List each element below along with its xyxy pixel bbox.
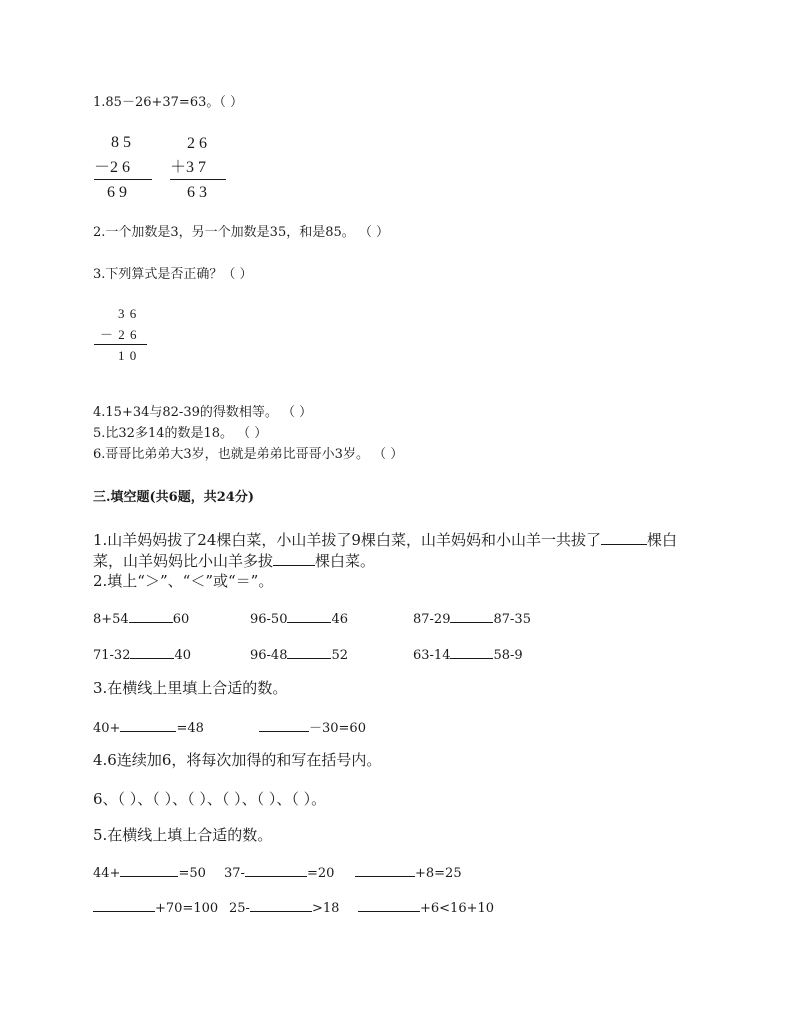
compare-left: 8+54 <box>93 612 129 627</box>
fill-q5-right: =50 <box>178 866 206 881</box>
compare-item <box>413 647 523 662</box>
fill-q3-a-right: =48 <box>176 721 204 736</box>
calc2-row3: 6 3 <box>187 184 207 201</box>
fill-q5-blank[interactable] <box>250 900 312 912</box>
calc2-row2: ＋3 7 <box>170 159 207 176</box>
fill-q1-blank2[interactable] <box>273 554 315 566</box>
fill-q5-blank[interactable] <box>245 865 307 877</box>
fill-q4: 4.6连续加6，将每次加得的和写在括号内。 <box>93 751 382 769</box>
compare-right: 58-9 <box>493 648 523 663</box>
calc1-row2: －2 6 <box>94 159 131 176</box>
calc1-line <box>94 179 152 180</box>
fill-q5-item <box>93 900 218 915</box>
judge-q4: 4.15+34与82-39的得数相等。 （ ） <box>93 405 313 420</box>
fill-q5-right: >18 <box>311 901 340 916</box>
compare-blank[interactable] <box>287 647 331 659</box>
compare-blank[interactable] <box>130 647 174 659</box>
compare-item <box>250 647 348 662</box>
calc3-row2: － 2 6 <box>100 327 138 342</box>
compare-left: 87-29 <box>413 612 451 627</box>
fill-q1-line1-text: 1.山羊妈妈拔了24棵白菜，小山羊拔了9棵白菜，山羊妈妈和小山羊一共拔了 <box>93 531 601 549</box>
compare-right: 40 <box>174 648 192 663</box>
fill-q5-item <box>224 865 334 880</box>
fill-q5-item <box>93 865 206 880</box>
calc2-line <box>170 179 226 180</box>
fill-q1-line1-tail: 棵白 <box>646 531 677 549</box>
compare-left: 63-14 <box>413 648 451 663</box>
fill-q5: 5.在横线上填上合适的数。 <box>93 826 273 844</box>
fill-q4-sequence: 6、（ ）、（ ）、（ ）、（ ）、（ ）、（ ）。 <box>93 790 327 808</box>
compare-left: 96-48 <box>250 648 288 663</box>
fill-q3-a <box>93 720 204 735</box>
compare-blank[interactable] <box>450 611 493 623</box>
fill-q3-a-blank[interactable] <box>120 720 176 732</box>
fill-q1-line2-tail: 棵白菜。 <box>315 552 376 570</box>
compare-left: 96-50 <box>250 612 288 627</box>
fill-q2: 2.填上“＞”、“＜”或“＝”。 <box>93 572 274 590</box>
fill-q3-b-right: －30=60 <box>309 721 366 736</box>
judge-q2: 2.一个加数是3，另一个加数是35，和是85。 （ ） <box>93 225 390 240</box>
fill-q5-right: +8=25 <box>415 866 462 881</box>
fill-q5-blank[interactable] <box>93 900 155 912</box>
fill-q3-b <box>259 720 366 735</box>
fill-q5-blank[interactable] <box>120 865 178 877</box>
compare-item <box>93 647 191 662</box>
fill-q5-right: =20 <box>306 866 335 881</box>
judge-q5: 5.比32多14的数是18。 （ ） <box>93 426 268 441</box>
fill-q5-item <box>355 865 462 880</box>
fill-q1-line2 <box>93 554 375 569</box>
section3-title: 三.填空题(共6题，共24分) <box>93 490 254 505</box>
fill-q5-right: +6<16+10 <box>420 901 495 916</box>
fill-q5-left: 44+ <box>93 866 121 881</box>
fill-q5-right: +70=100 <box>155 901 219 916</box>
compare-item <box>250 611 348 626</box>
fill-q5-item <box>229 900 339 915</box>
compare-item <box>93 611 189 626</box>
fill-q3-b-blank[interactable] <box>259 720 309 732</box>
calc1-row3: 6 9 <box>107 184 127 201</box>
judge-q6: 6.哥哥比弟弟大3岁，也就是弟弟比哥哥小3岁。 （ ） <box>93 447 404 462</box>
calc2-row1: 2 6 <box>187 135 207 152</box>
calc1-row1: 8 5 <box>111 134 131 151</box>
fill-q5-left: 25- <box>229 901 250 916</box>
compare-right: 87-35 <box>493 612 531 627</box>
compare-blank[interactable] <box>450 647 493 659</box>
fill-q1-line1 <box>93 533 677 548</box>
fill-q5-blank[interactable] <box>358 900 420 912</box>
fill-q3: 3.在横线上里填上合适的数。 <box>93 679 288 697</box>
compare-blank[interactable] <box>129 611 173 623</box>
calc3-row3: 1 0 <box>118 348 138 363</box>
compare-right: 46 <box>331 612 349 627</box>
fill-q5-left: 37- <box>224 866 245 881</box>
compare-left: 71-32 <box>93 648 131 663</box>
compare-blank[interactable] <box>287 611 331 623</box>
fill-q1-blank1[interactable] <box>601 533 647 545</box>
compare-item <box>413 611 531 626</box>
calc3-row1: 3 6 <box>118 306 138 321</box>
fill-q5-blank[interactable] <box>355 865 415 877</box>
calc3-line <box>94 344 147 345</box>
compare-right: 52 <box>331 648 349 663</box>
compare-right: 60 <box>172 612 190 627</box>
fill-q1-line2-text: 菜，山羊妈妈比小山羊多拔 <box>93 552 274 570</box>
judge-q1: 1.85－26+37=63。（ ） <box>93 95 243 110</box>
fill-q3-a-left: 40+ <box>93 721 121 736</box>
fill-q5-item <box>358 900 494 915</box>
judge-q3: 3.下列算式是否正确？（ ） <box>93 267 253 282</box>
